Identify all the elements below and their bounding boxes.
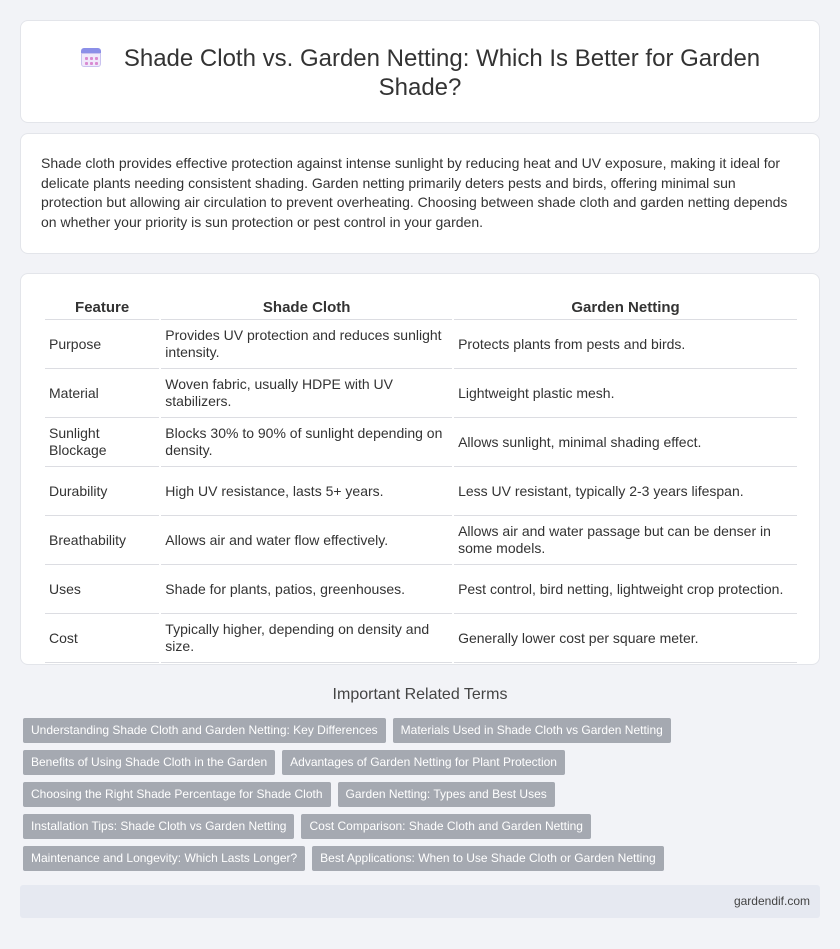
tag-row <box>23 846 683 871</box>
table-row <box>45 369 797 418</box>
table-row <box>45 418 797 467</box>
garden-netting-cell: Allows air and water passage but can be denser in some models. <box>454 516 797 565</box>
tag-row <box>23 750 683 775</box>
related-term-tag[interactable]: Materials Used in Shade Cloth vs Garden Netting <box>393 718 671 743</box>
header-feature: Feature <box>45 296 159 320</box>
related-term-tag[interactable]: Best Applications: When to Use Shade Cloth or Garden Netting <box>312 846 664 871</box>
feature-cell: Material <box>45 369 159 418</box>
tag-row <box>23 814 683 839</box>
related-term-tag[interactable]: Cost Comparison: Shade Cloth and Garden Netting <box>301 814 591 839</box>
table-row <box>45 467 797 516</box>
garden-netting-cell: Generally lower cost per square meter. <box>454 614 797 663</box>
related-term-tag[interactable]: Maintenance and Longevity: Which Lasts Longer? <box>23 846 305 871</box>
shade-cloth-cell: Blocks 30% to 90% of sunlight depending on density. <box>161 418 452 467</box>
page-title <box>51 44 789 102</box>
calendar-icon <box>80 46 102 68</box>
intro-card <box>20 133 820 254</box>
feature-cell: Breathability <box>45 516 159 565</box>
feature-cell: Sunlight Blockage <box>45 418 159 467</box>
footer-site-link[interactable]: gardendif.com <box>733 894 810 908</box>
related-terms-heading: Important Related Terms <box>332 686 508 703</box>
feature-cell: Durability <box>45 467 159 516</box>
garden-netting-cell: Protects plants from pests and birds. <box>454 320 797 369</box>
feature-cell: Purpose <box>45 320 159 369</box>
title-card <box>20 20 820 123</box>
feature-cell: Uses <box>45 565 159 614</box>
garden-netting-cell: Lightweight plastic mesh. <box>454 369 797 418</box>
table-row <box>45 320 797 369</box>
tag-row <box>23 718 683 743</box>
related-term-tag[interactable]: Advantages of Garden Netting for Plant Protection <box>282 750 565 775</box>
garden-netting-cell: Less UV resistant, typically 2-3 years lifespan. <box>454 467 797 516</box>
related-term-tag[interactable]: Choosing the Right Shade Percentage for Shade Cloth <box>23 782 331 807</box>
table-row <box>45 614 797 663</box>
header-shade-cloth: Shade Cloth <box>161 296 452 320</box>
table-row <box>45 516 797 565</box>
related-term-tag[interactable]: Benefits of Using Shade Cloth in the Garden <box>23 750 275 775</box>
table-header-row <box>45 296 797 320</box>
shade-cloth-cell: Allows air and water flow effectively. <box>161 516 452 565</box>
page-title-text: Shade Cloth vs. Garden Netting: Which Is Better for Garden Shade? <box>123 45 761 101</box>
garden-netting-cell: Allows sunlight, minimal shading effect. <box>454 418 797 467</box>
shade-cloth-cell: Shade for plants, patios, greenhouses. <box>161 565 452 614</box>
header-garden-netting: Garden Netting <box>454 296 797 320</box>
feature-cell: Cost <box>45 614 159 663</box>
table-row <box>45 565 797 614</box>
shade-cloth-cell: Woven fabric, usually HDPE with UV stabilizers. <box>161 369 452 418</box>
comparison-table <box>43 296 799 663</box>
shade-cloth-cell: Typically higher, depending on density and size. <box>161 614 452 663</box>
related-term-tag[interactable]: Installation Tips: Shade Cloth vs Garden Netting <box>23 814 294 839</box>
intro-paragraph: Shade cloth provides effective protection against intense sunlight by reducing heat and UV exposure, making it ideal for delicate plants needing consistent shading. Garden netting primarily deters pests and birds, offering minimal sun protection but allowing air circulation to prevent overheating. Choosing between shade cloth and garden netting depends on whether your priority is sun protection or pest control in your garden. <box>41 155 788 230</box>
footer <box>20 885 820 918</box>
related-term-tag[interactable]: Understanding Shade Cloth and Garden Netting: Key Differences <box>23 718 386 743</box>
comparison-table-card <box>20 273 820 665</box>
related-term-tag[interactable]: Garden Netting: Types and Best Uses <box>338 782 555 807</box>
garden-netting-cell: Pest control, bird netting, lightweight crop protection. <box>454 565 797 614</box>
related-terms-tags <box>23 718 683 878</box>
tag-row <box>23 782 683 807</box>
shade-cloth-cell: Provides UV protection and reduces sunlight intensity. <box>161 320 452 369</box>
shade-cloth-cell: High UV resistance, lasts 5+ years. <box>161 467 452 516</box>
